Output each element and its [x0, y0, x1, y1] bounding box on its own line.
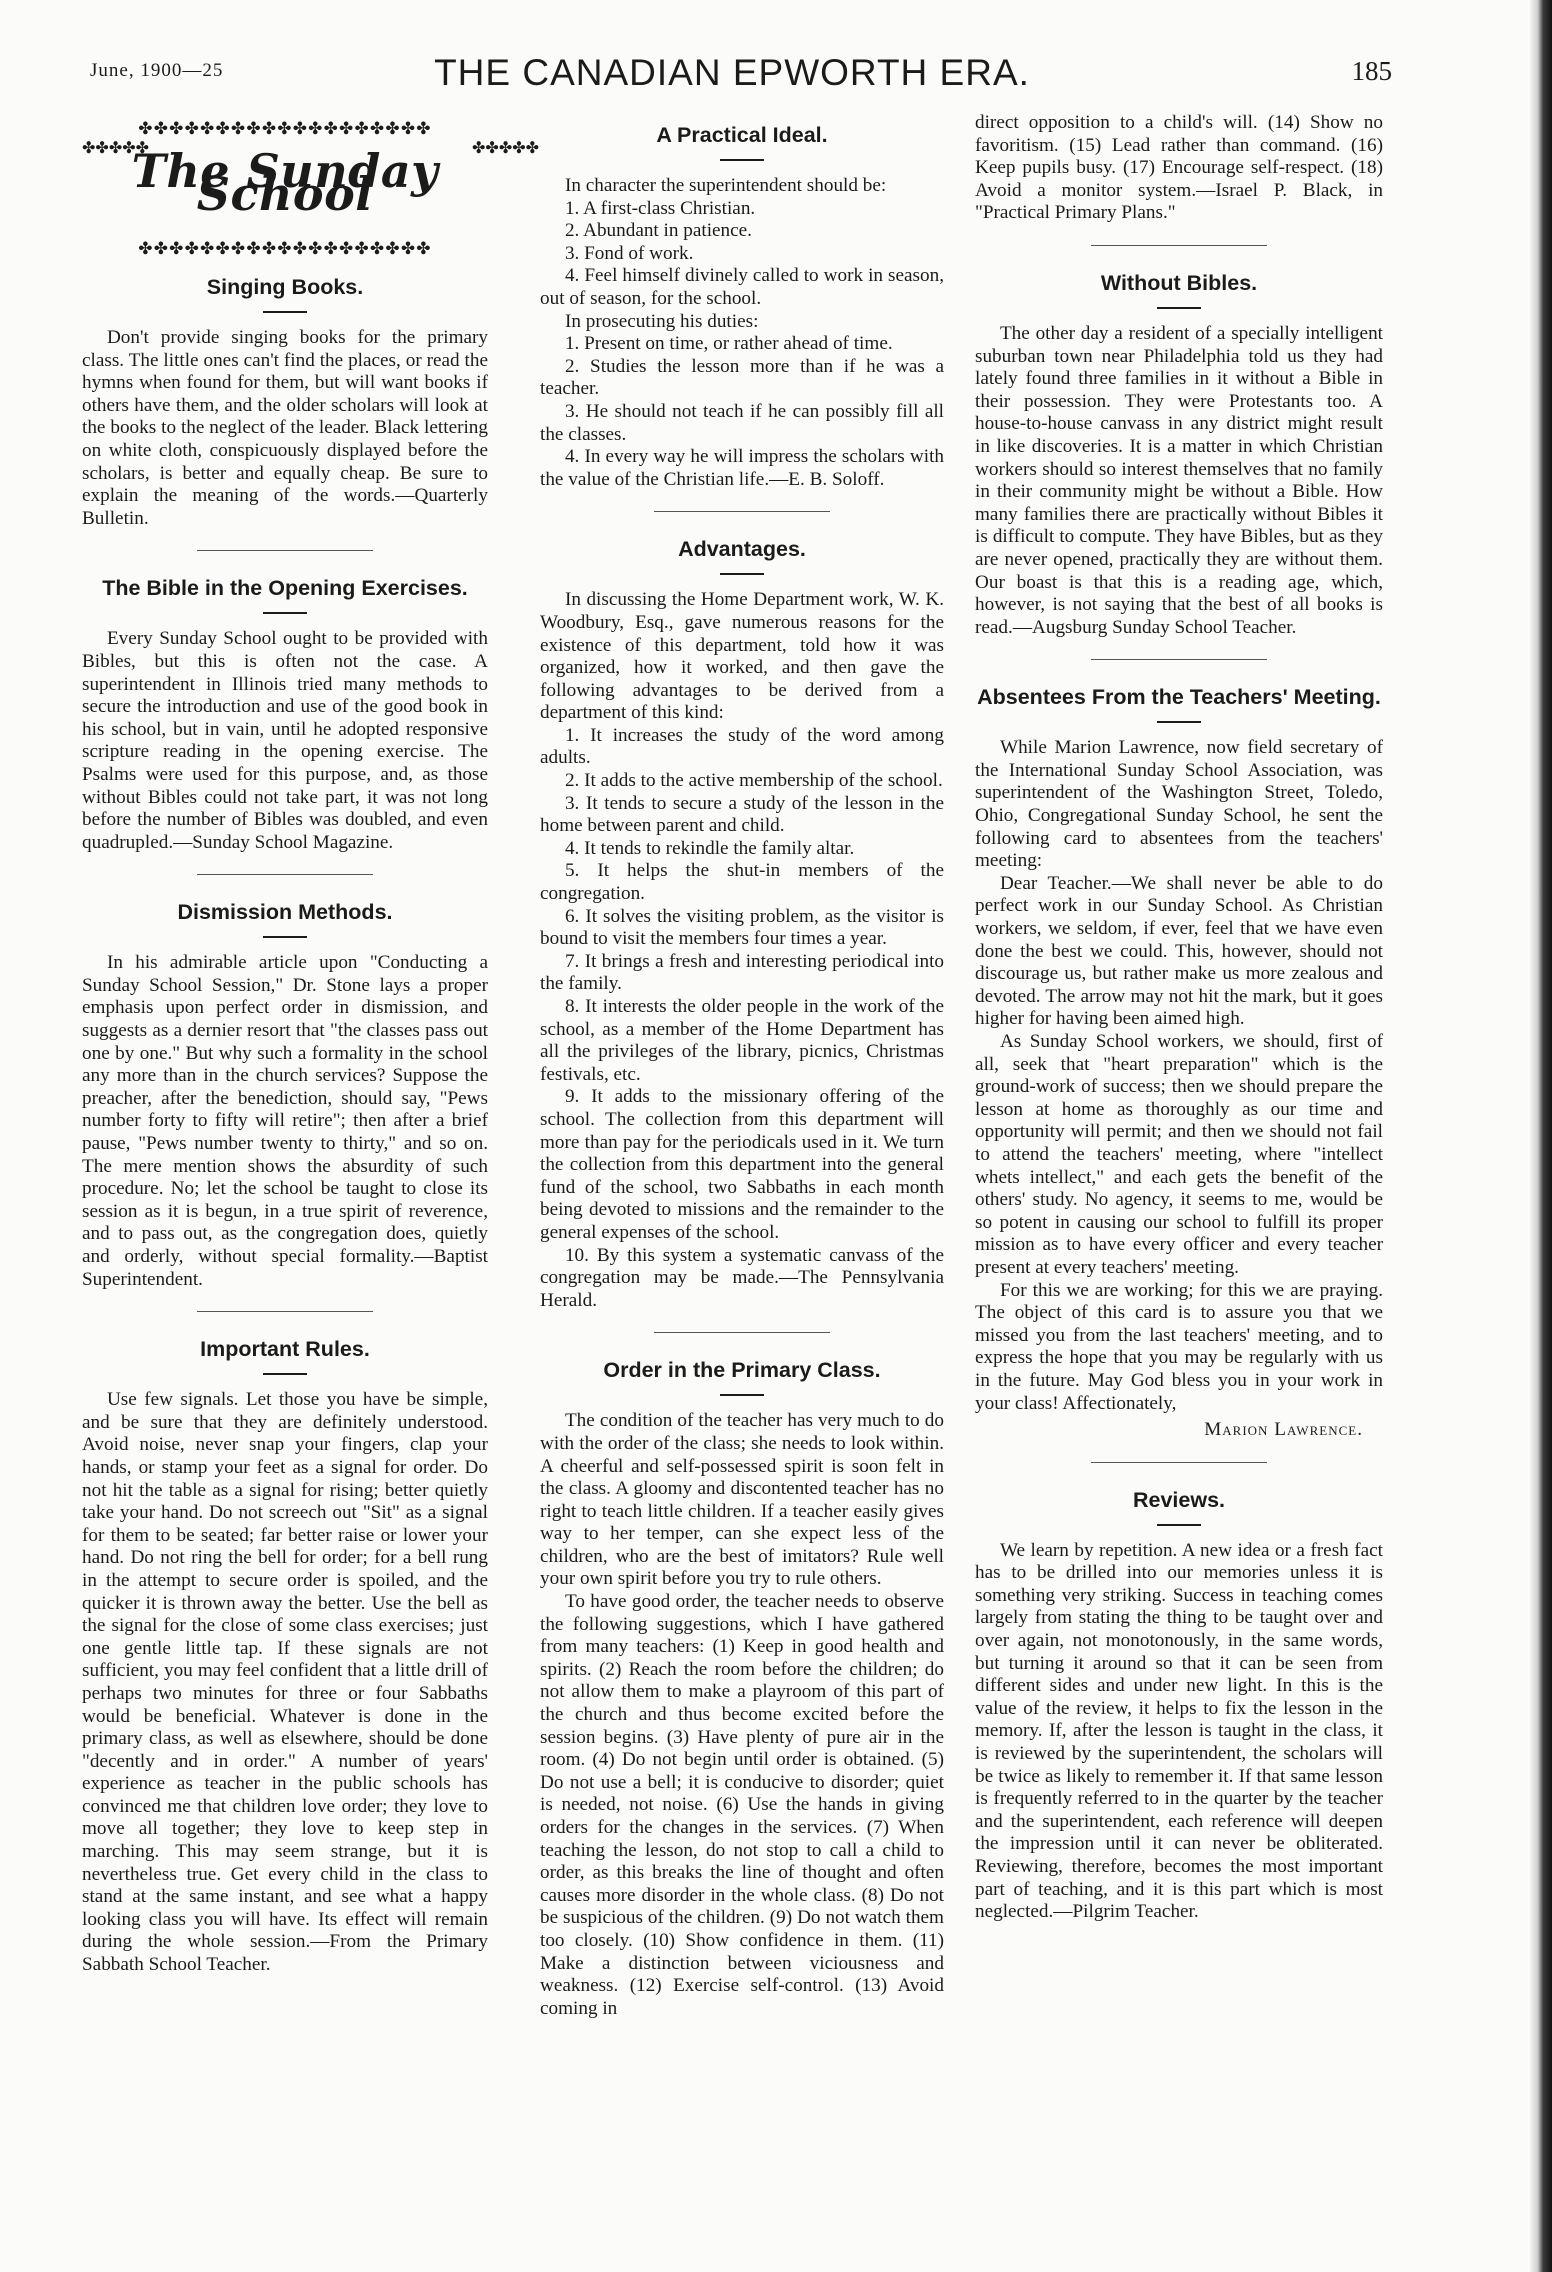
- article-body: In his admirable article upon "Conducting a Sunday School Session," Dr. Stone lays a proper emphasis upon perfect order in dismission, and suggests as a dernier resort that "the classes pass out one by one." But why such a formality in the school any more than in the church services? Suppose the preacher, after the benediction, should say, "Pews number forty to fifty will retire"; then after a brief pause, "Pews number twenty to thirty," and so on. The mere mention shows the absurdity of such procedure. No; let the school be taught to close its session as it is begun, in a true spirit of reverence, and to pass out, as the congregation does, quietly and orderly, without special formality.—Baptist Superintendent.: [82, 952, 488, 1290]
- ornament-row-top: ✤✤✤✤✤✤✤✤✤✤✤✤✤✤✤✤✤✤✤: [138, 119, 432, 138]
- heading-rule: [263, 612, 307, 614]
- heading-rule: [1157, 307, 1201, 309]
- article-paragraph: In discussing the Home Department work, W. K. Woodbury, Esq., gave numerous reasons for the existence of this department, told how it was organized, how it worked, and then gave the following advantages to be derived from a department of this kind:: [540, 589, 944, 724]
- heading-rule: [263, 936, 307, 938]
- article-advantages: [540, 536, 944, 1312]
- article-paragraph: 1. It increases the study of the word among adults.: [540, 724, 944, 769]
- article-paragraph: To have good order, the teacher needs to observe the following suggestions, which I have gathered from many teachers: (1) Keep in good health and spirits. (2) Reach the room before the children; do not allow them to make a playroom of this part of the church and thus become excited before the session begins. (3) Have plenty of pure air in the room. (4) Do not begin until order is obtained. (5) Do not use a bell; it is conducive to disorder; quiet is needed, not noise. (6) Use the hands in giving orders for the changes in the services. (7) When teaching the lesson, do not stop to call a child to order, as this breaks the line of thought and often causes more disorder in the whole class. (8) Do not be suspicious of the children. (9) Do not watch them too closely. (10) Show confidence in them. (11) Make a distinction between viciousness and weakness. (12) Exercise self-control. (13) Avoid coming in: [540, 1591, 944, 2019]
- page-header: [72, 52, 1392, 112]
- article-paragraph: For this we are working; for this we are praying. The object of this card is to assure you that we missed you from the last teachers' meeting, and to express the hope that you may be regularly with us in the future. May God bless you in your work in your class! Affectionately,: [975, 1279, 1383, 1414]
- separator: [1091, 1462, 1267, 1463]
- article-paragraph: 9. It adds to the missionary offering of the school. The collection from this department will more than pay for the periodicals used in it. We turn the collection from this department into the general fund of the school, two Sabbaths in each month being devoted to missions and the remainder to the general expenses of the school.: [540, 1086, 944, 1243]
- ornament-column-left: ✤✤✤✤✤: [82, 140, 150, 157]
- article-paragraph: 3. It tends to secure a study of the lesson in the home between parent and child.: [540, 792, 944, 837]
- heading-rule: [720, 159, 764, 161]
- separator: [1091, 245, 1267, 246]
- ornament-column-right: ✤✤✤✤✤: [472, 140, 540, 157]
- article-paragraph: In character the superintendent should be:: [564, 175, 887, 196]
- article-paragraph: 1. Present on time, or rather ahead of time.: [564, 333, 893, 355]
- article-primary-class: [540, 1357, 944, 2020]
- heading-rule: [720, 1394, 764, 1396]
- article-heading: Important Rules.: [200, 1337, 370, 1362]
- article-heading: Advantages.: [678, 537, 806, 562]
- separator: [197, 874, 373, 875]
- article-paragraph: 3. Fond of work.: [564, 242, 694, 264]
- article-heading: Without Bibles.: [1100, 270, 1258, 295]
- issue-date: June, 1900—25: [90, 60, 224, 81]
- article-paragraph: 5. It helps the shut-in members of the congregation.: [540, 860, 944, 905]
- signature: Marion Lawrence.: [1204, 1419, 1363, 1441]
- article-singing-books: [82, 274, 488, 530]
- ornament-row-bottom: ✤✤✤✤✤✤✤✤✤✤✤✤✤✤✤✤✤✤✤: [138, 239, 432, 258]
- article-important-rules: [82, 1336, 488, 1976]
- article-paragraph: 2. It adds to the active membership of the school.: [564, 770, 943, 792]
- article-bible-opening: [82, 575, 488, 854]
- article-heading: Dismission Methods.: [177, 900, 393, 925]
- article-body: Every Sunday School ought to be provided with Bibles, but this is often not the case. A superintendent in Illinois tried many methods to secure the introduction and use of the good book in his school, but in vain, until he adopted responsive scripture reading in the opening exercise. The Psalms were used for this purpose, and, as those without Bibles could not take part, it was not long before the number of Bibles was doubled, and even quadrupled.—Sunday School Magazine.: [82, 628, 488, 853]
- article-paragraph: 1. A first-class Christian.: [564, 197, 756, 219]
- column-2: [540, 112, 944, 2026]
- separator: [654, 1332, 830, 1333]
- article-heading: Singing Books.: [206, 275, 364, 299]
- article-heading: The Bible in the Opening Exercises.: [102, 576, 468, 601]
- article-paragraph: In prosecuting his duties:: [564, 310, 759, 332]
- section-banner: [82, 112, 540, 262]
- heading-rule: [1157, 1524, 1201, 1526]
- heading-rule: [1157, 721, 1201, 723]
- article-body: Use few signals. Let those you have be simple, and be sure that they are definitely understood. Avoid noise, never snap your fingers, clap your hands, or stamp your feet as a signal for order. Do not hit the table as a signal for rising; better quietly take your hand. Do not screech out "Sit" as a signal for them to be seated; far better raise or lower your hand. Do not ring the bell for order; for a bell rung in the attempt to secure order is spoiled, and the quicker it is thrown away the better. Use the bell as the signal for the close of some class exercises; just one gentle little tap. If these signals are not sufficient, you may feel confident that a little drill of perhaps two minutes for three or four Sabbaths would be beneficial. Whatever is done in the primary class, as well as elsewhere, should be done "decently and in order." A number of years' experience as teacher in the public schools has convinced me that children love order; they love to move all together; they love to keep step in marching. This may seem strange, but it is nevertheless true. Get every child in the class to stand at the same instant, and see what a happy looking class you will have. Its effect will remain during the whole session.—From the Primary Sabbath School Teacher.: [82, 1389, 488, 1976]
- article-heading: Reviews.: [1132, 1487, 1226, 1512]
- article-paragraph: 4. In every way he will impress the scholars with the value of the Christian life.—E. B. Soloff.: [540, 446, 944, 490]
- article-paragraph: The condition of the teacher has very much to do with the order of the class; she needs to look within. A cheerful and self-possessed spirit is soon felt in the class. A gloomy and discontented teacher has no right to teach little children. If a teacher easily gives way to her temper, can she expect less of the children, who are the best of imitators? Rule well your own spirit before you try to rule others.: [540, 1410, 944, 1590]
- article-body: The other day a resident of a specially intelligent suburban town near Philadelphia told us they had lately found three families in it without a Bible in their possession. They were Protestants too. A house-to-house canvass in any district might result in like discoveries. It is a matter in which Christian workers should so interest themselves that no family in their community might be without a Bible. How many families there are practically without Bibles it is difficult to compute. They have Bibles, but as they are never opened, practically they are without them. Our boast is that this is a reading age, which, however, is not saying that the best of all books is read.—Augsburg Sunday School Teacher.: [975, 322, 1383, 638]
- article-dismission-methods: [82, 899, 488, 1291]
- article-paragraph: While Marion Lawrence, now field secretary of the International Sunday School Association, was superintendent of the Washington Street, Toledo, Ohio, Congregational Sunday School, he sent the following card to absentees from the teachers' meeting:: [975, 737, 1383, 872]
- article-heading: Order in the Primary Class.: [603, 1358, 881, 1383]
- masthead-title: THE CANADIAN EPWORTH ERA.: [434, 52, 1030, 93]
- article-paragraph: 2. Abundant in patience.: [564, 220, 752, 242]
- article-paragraph: 6. It solves the visiting problem, as the visitor is bound to visit the members four times a year.: [540, 905, 944, 950]
- article-heading: A Practical Ideal.: [656, 123, 828, 147]
- article-paragraph: 2. Studies the lesson more than if he was a teacher.: [540, 355, 944, 400]
- article-heading: Absentees From the Teachers' Meeting.: [977, 685, 1381, 710]
- heading-rule: [263, 311, 307, 313]
- article-reviews: [975, 1487, 1383, 1924]
- article-body: We learn by repetition. A new idea or a fresh fact has to be drilled into our memories unless it is something very striking. Success in teaching comes largely from stating the thing to be taught over and over again, not monotonously, in the same words, but turning it around so that it can be seen from different sides and under new light. In this is the value of the review, it helps to fix the lesson in the memory. If, after the lesson is taught in the class, it is reviewed by the superintendent, the scholars will be twice as likely to remember it. If that same lesson is frequently referred to in the quarter by the teacher and the superintendent, each reference will deepen the impression until it can never be obliterated. Reviewing, therefore, becomes the most important part of teaching, and it is this part which is most neglected.—Pilgrim Teacher.: [975, 1539, 1383, 1923]
- article-body: Don't provide singing books for the primary class. The little ones can't find the places, or read the hymns when found for them, but will want books if others have them, and the older scholars will look at the books to the neglect of the leader. Black lettering on white cloth, conspicuously displayed before the scholars, is better and equally cheap. Be sure to explain the meaning of the words.—Quarterly Bulletin.: [82, 327, 488, 529]
- separator: [197, 1311, 373, 1312]
- page-number: 185: [1351, 56, 1392, 86]
- article-without-bibles: [975, 270, 1383, 639]
- article-paragraph: 3. He should not teach if he can possibly fill all the classes.: [540, 400, 944, 445]
- article-continuation: direct opposition to a child's will. (14) Show no favoritism. (15) Lead rather than command. (16) Keep pupils busy. (17) Encourage self-respect. (18) Avoid a monitor system.—Israel P. Black, in "Practical Primary Plans.": [975, 112, 1383, 224]
- separator: [654, 511, 830, 512]
- article-paragraph: 7. It brings a fresh and interesting periodical into the family.: [540, 950, 944, 995]
- article-absentees: [975, 684, 1383, 1441]
- heading-rule: [720, 573, 764, 575]
- article-paragraph: 10. By this system a systematic canvass of the congregation may be made.—The Pennsylvania Herald.: [540, 1244, 944, 1311]
- column-1: [82, 112, 540, 1983]
- column-3: [975, 112, 1383, 1930]
- article-practical-ideal: [540, 122, 944, 491]
- article-paragraph: 4. Feel himself divinely called to work in season, out of season, for the school.: [540, 265, 944, 309]
- separator: [1091, 659, 1267, 660]
- section-title: The Sunday School: [131, 144, 439, 221]
- article-paragraph: 8. It interests the older people in the work of the school, as a member of the Home Department has all the privileges of the library, picnics, Christmas festivals, etc.: [540, 996, 944, 1085]
- binding-edge: [1530, 0, 1552, 2272]
- article-paragraph: 4. It tends to rekindle the family altar.: [564, 837, 855, 859]
- article-paragraph: Dear Teacher.—We shall never be able to do perfect work in our Sunday School. As Christian workers, we seldom, if ever, feel that we have even done the best we could. This, however, should not discourage us, but rather make us more zealous and devoted. The arrow may not hit the mark, but it goes higher for having been aimed high.: [975, 872, 1383, 1030]
- article-paragraph: As Sunday School workers, we should, first of all, seek that "heart preparation" which is the ground-work of success; then we should prepare the lesson at home as thoroughly as our time and opportunity will permit; and then we should not fail to attend the teachers' meeting, where "intellect whets intellect," and each gets the benefit of the others' study. No agency, it seems to me, would be so potent in causing our school to fulfill its proper mission as to have every officer and every teacher present at every teachers' meeting.: [975, 1031, 1383, 1278]
- separator: [197, 550, 373, 551]
- heading-rule: [263, 1373, 307, 1375]
